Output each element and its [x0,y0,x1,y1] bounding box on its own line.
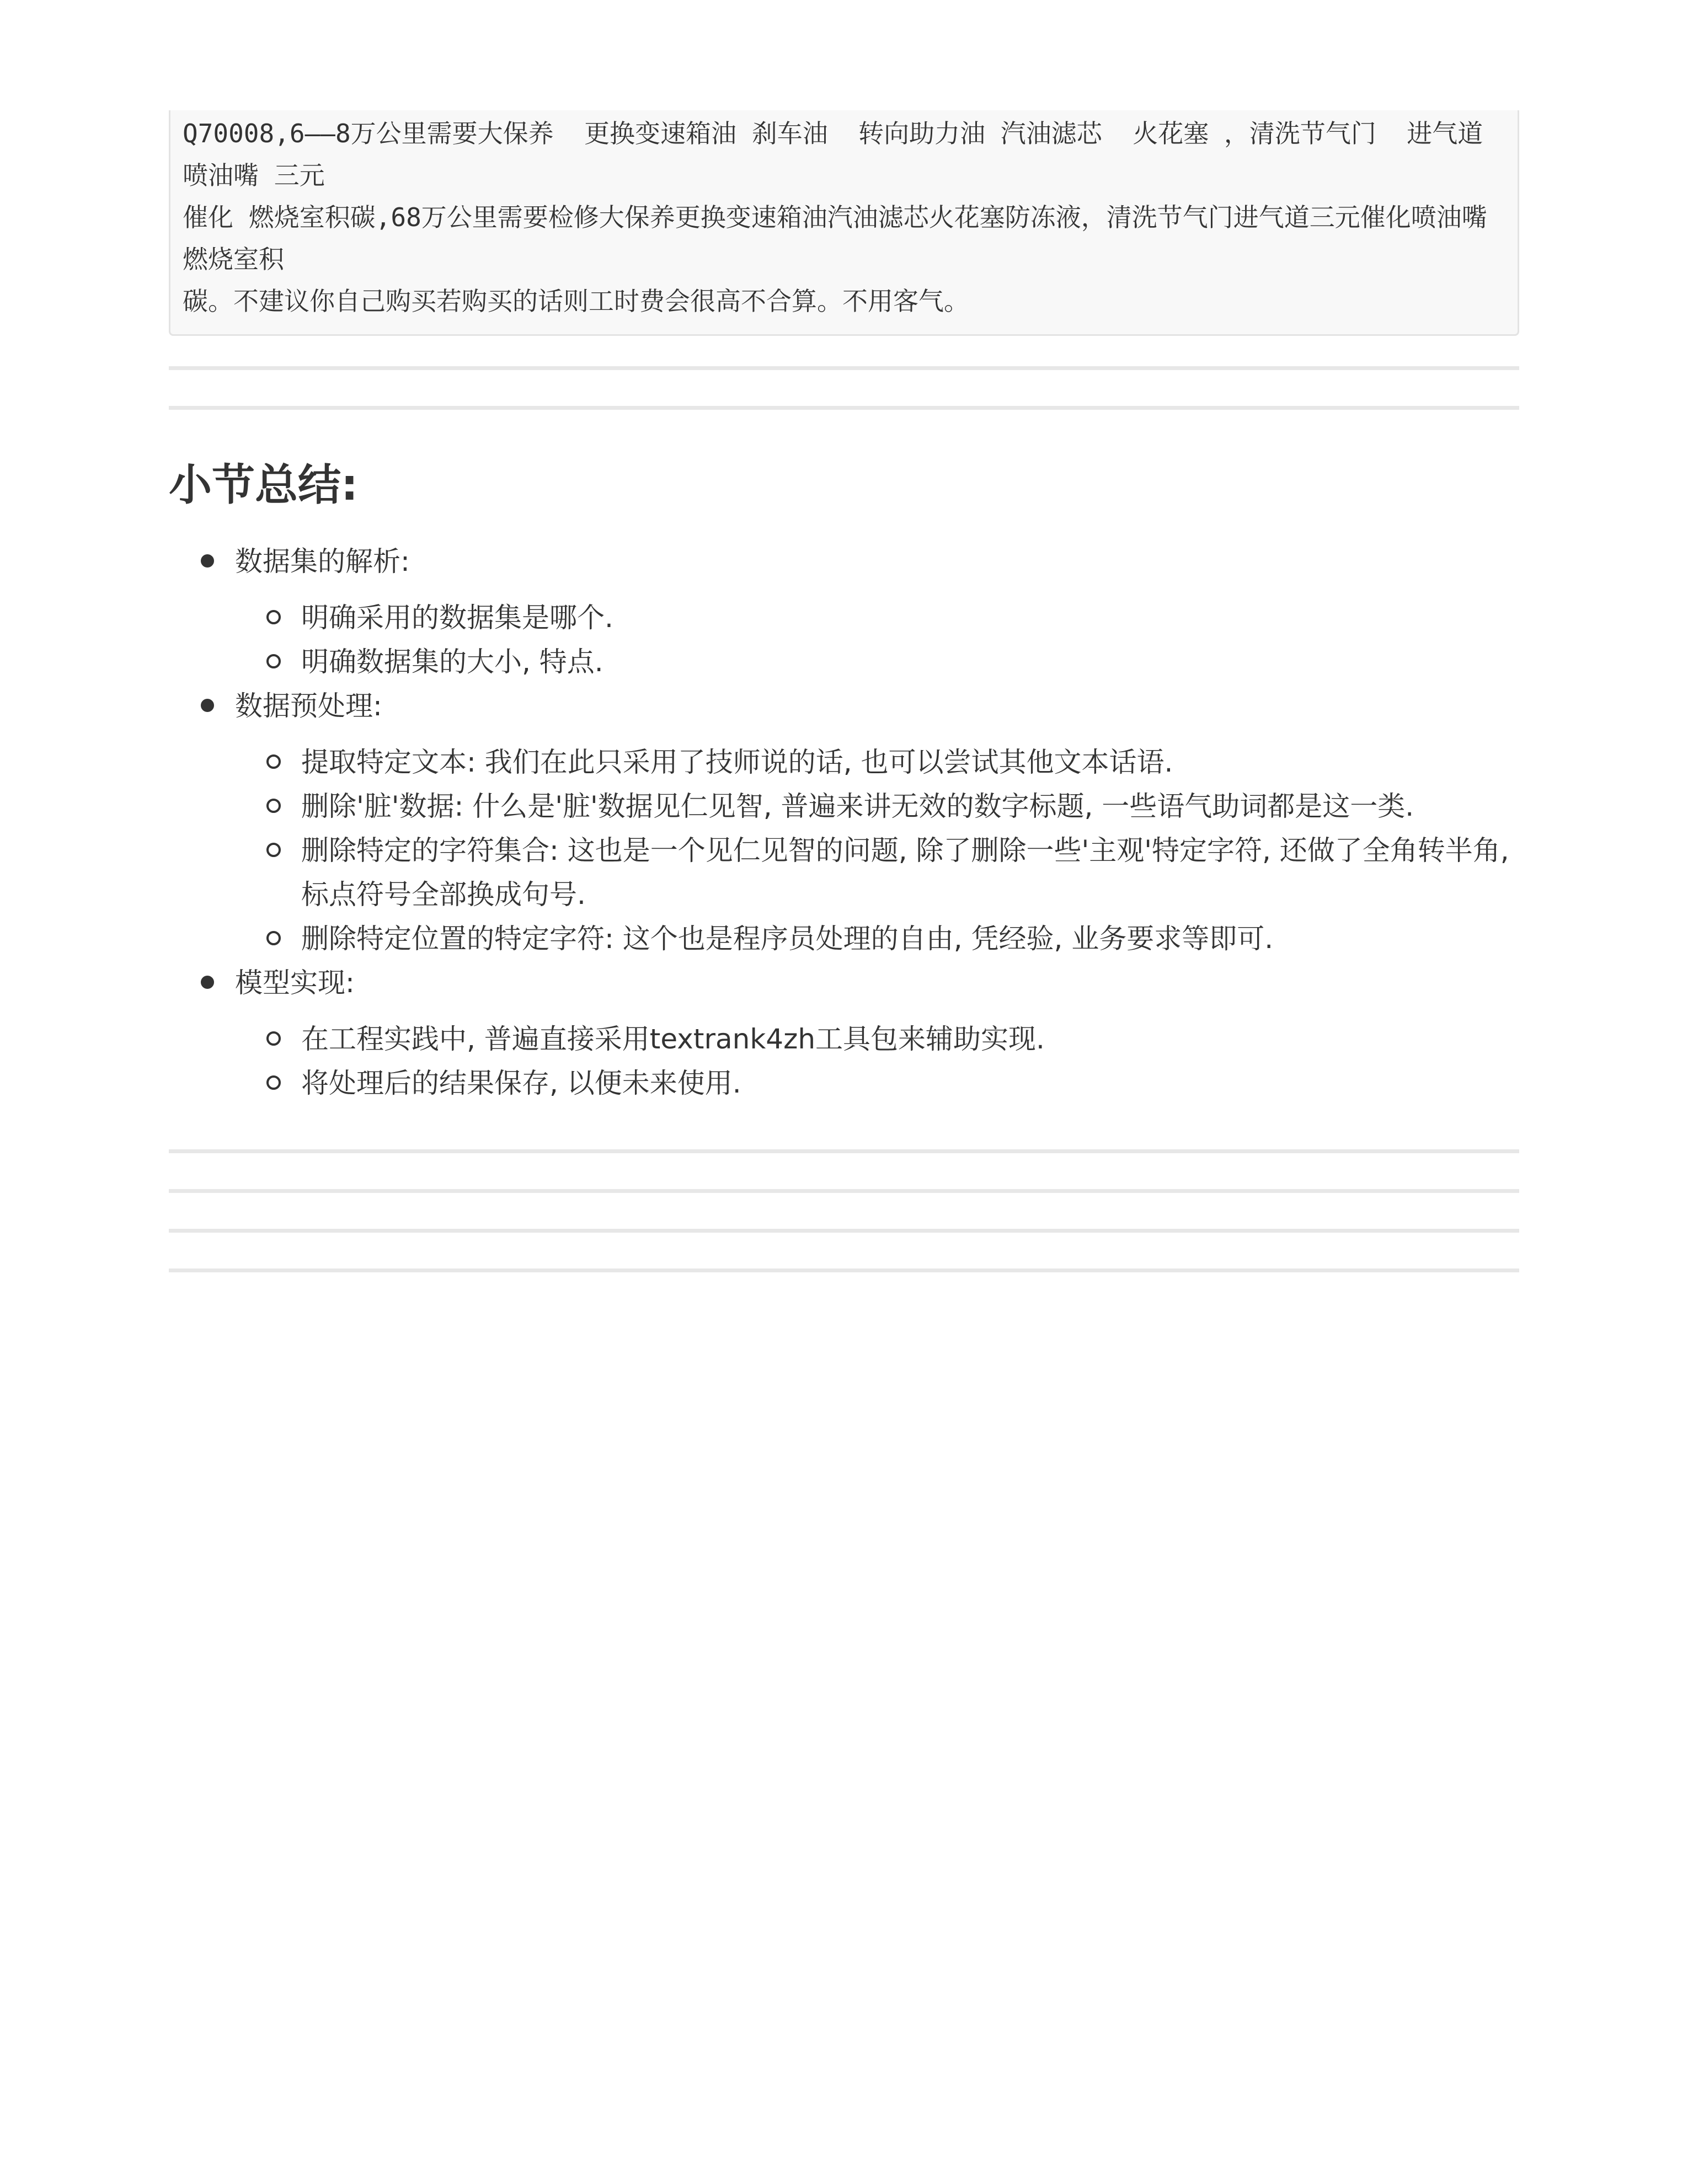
bullet-circle-icon [266,1075,281,1090]
sub-list-item-text: 将处理后的结果保存, 以便未来使用. [301,1067,741,1099]
list-item-label: 数据集的解析: [235,545,410,577]
list-item [169,684,1519,961]
code-line: 催化 燃烧室积碳,68万公里需要检修大保养更换变速箱油汽油滤芯火花塞防冻液，清洗节气门进气道三元催化喷油嘴燃烧室积 [183,202,1487,274]
code-line: Q70008,6——8万公里需要大保养 更换变速箱油 刹车油 转向助力油 汽油滤芯 火花塞 ，清洗节气门 进气道 喷油嘴 三元 [183,119,1498,190]
sub-list-item [235,784,1519,828]
bullet-circle-icon [266,610,281,624]
list-item-label: 模型实现: [235,967,355,999]
horizontal-rule [169,1149,1519,1153]
sub-list-item [235,640,1519,684]
bullet-dot-icon [201,554,214,568]
horizontal-rule [169,1268,1519,1272]
sub-list-item-text: 提取特定文本: 我们在此只采用了技师说的话, 也可以尝试其他文本话语. [301,746,1173,778]
sub-list [235,740,1519,961]
code-line: 碳。不建议你自己购买若购买的话则工时费会很高不合算。不用客气。 [183,286,969,316]
code-block [169,110,1519,336]
bullet-circle-icon [266,754,281,769]
sub-list-item [235,828,1519,917]
horizontal-rule [169,366,1519,370]
horizontal-rule [169,1189,1519,1193]
sub-list-item [235,740,1519,784]
bullet-circle-icon [266,799,281,813]
sub-list-item [235,1017,1519,1061]
horizontal-rule [169,406,1519,410]
bullet-circle-icon [266,1031,281,1046]
sub-list-item [235,1061,1519,1105]
bullet-circle-icon [266,931,281,945]
sub-list-item-text: 明确采用的数据集是哪个. [301,602,613,634]
summary-list [169,539,1519,1105]
bullet-circle-icon [266,654,281,668]
list-item [169,539,1519,684]
list-item-label: 数据预处理: [235,690,382,722]
sub-list-item-text: 删除特定位置的特定字符: 这个也是程序员处理的自由, 凭经验, 业务要求等即可. [301,923,1274,955]
sub-list-item [235,917,1519,961]
sub-list-item-text: 在工程实践中, 普遍直接采用textrank4zh工具包来辅助实现. [301,1023,1045,1055]
sub-list-item-text: 删除'脏'数据: 什么是'脏'数据见仁见智, 普遍来讲无效的数字标题, 一些语气助词都是这一类. [301,790,1414,822]
sub-list [235,1017,1519,1105]
bullet-circle-icon [266,843,281,857]
horizontal-rule [169,1229,1519,1233]
sub-list-item [235,596,1519,640]
bullet-dot-icon [201,699,214,712]
bullet-dot-icon [201,976,214,989]
sub-list-item-text: 删除特定的字符集合: 这也是一个见仁见智的问题, 除了删除一些'主观'特定字符, 还做了全角转半角, 标点符号全部换成句号. [301,834,1509,911]
list-item [169,961,1519,1105]
section-heading: 小节总结: [169,461,359,510]
sub-list-item-text: 明确数据集的大小, 特点. [301,646,603,678]
sub-list [235,596,1519,684]
